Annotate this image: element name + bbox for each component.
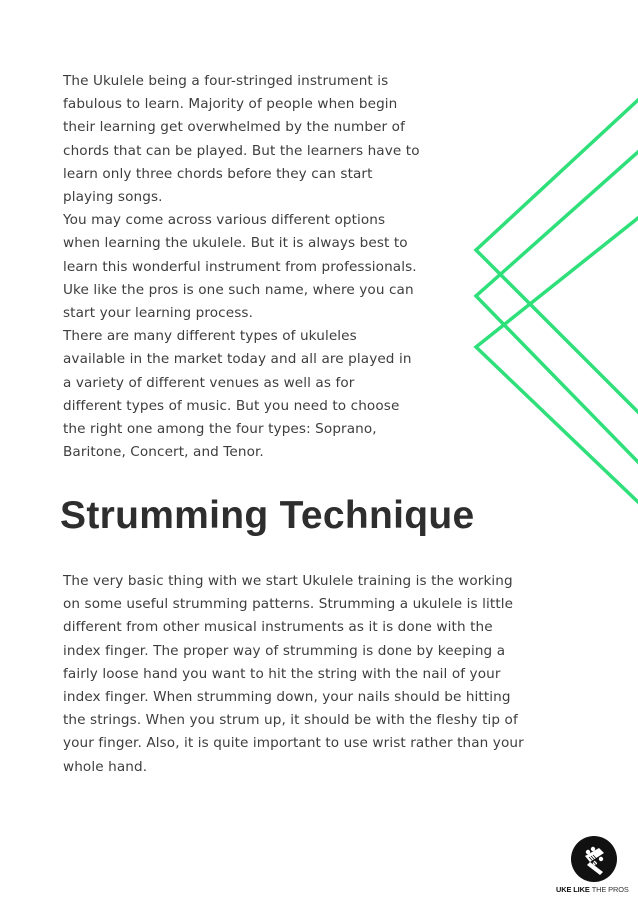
section-body bbox=[63, 570, 583, 779]
brand-logo-bold-text: UKE LIKE bbox=[556, 885, 590, 894]
brand-logo-text bbox=[556, 885, 634, 894]
intro-paragraph: There are many different types of ukuleles available in the market today and all are played in a variety of different venues as well as for different types of music. But you need to choose the right one among the four types: Soprano, Baritone, Concert, and Tenor. bbox=[63, 328, 412, 461]
chevron-line-3 bbox=[476, 218, 638, 502]
intro-paragraph: The Ukulele being a four-stringed instrument is fabulous to learn. Majority of people when begin their learning get overwhelmed by the number of chords that can be played. But the learners have to learn only three chords before they can start playing songs. bbox=[63, 73, 420, 206]
section-heading: Strumming Technique bbox=[60, 494, 475, 537]
chevron-line-1 bbox=[476, 100, 638, 412]
brand-logo bbox=[556, 836, 634, 900]
brand-logo-light-text: THE PROS bbox=[591, 885, 629, 894]
chevron-line-2 bbox=[476, 152, 638, 462]
section-body-paragraph: The very basic thing with we start Ukulele training is the working on some useful strumming patterns. Strumming a ukulele is little different from other musical instruments as it is done with the index finger. The proper way of strumming is done by keeping a fairly loose hand you want to hit the string with the nail of your index finger. When strumming down, your nails should be hitting the strings. When you strum up, it should be with the fleshy tip of your finger. Also, it is quite important to use wrist rather than your whole hand. bbox=[63, 573, 524, 775]
ukulele-headstock-icon bbox=[571, 836, 617, 882]
intro-text-block bbox=[63, 70, 463, 464]
intro-paragraph: You may come across various different options when learning the ukulele. But it is always best to learn this wonderful instrument from professionals. Uke like the pros is one such name, where you can start your learning process. bbox=[63, 212, 417, 322]
